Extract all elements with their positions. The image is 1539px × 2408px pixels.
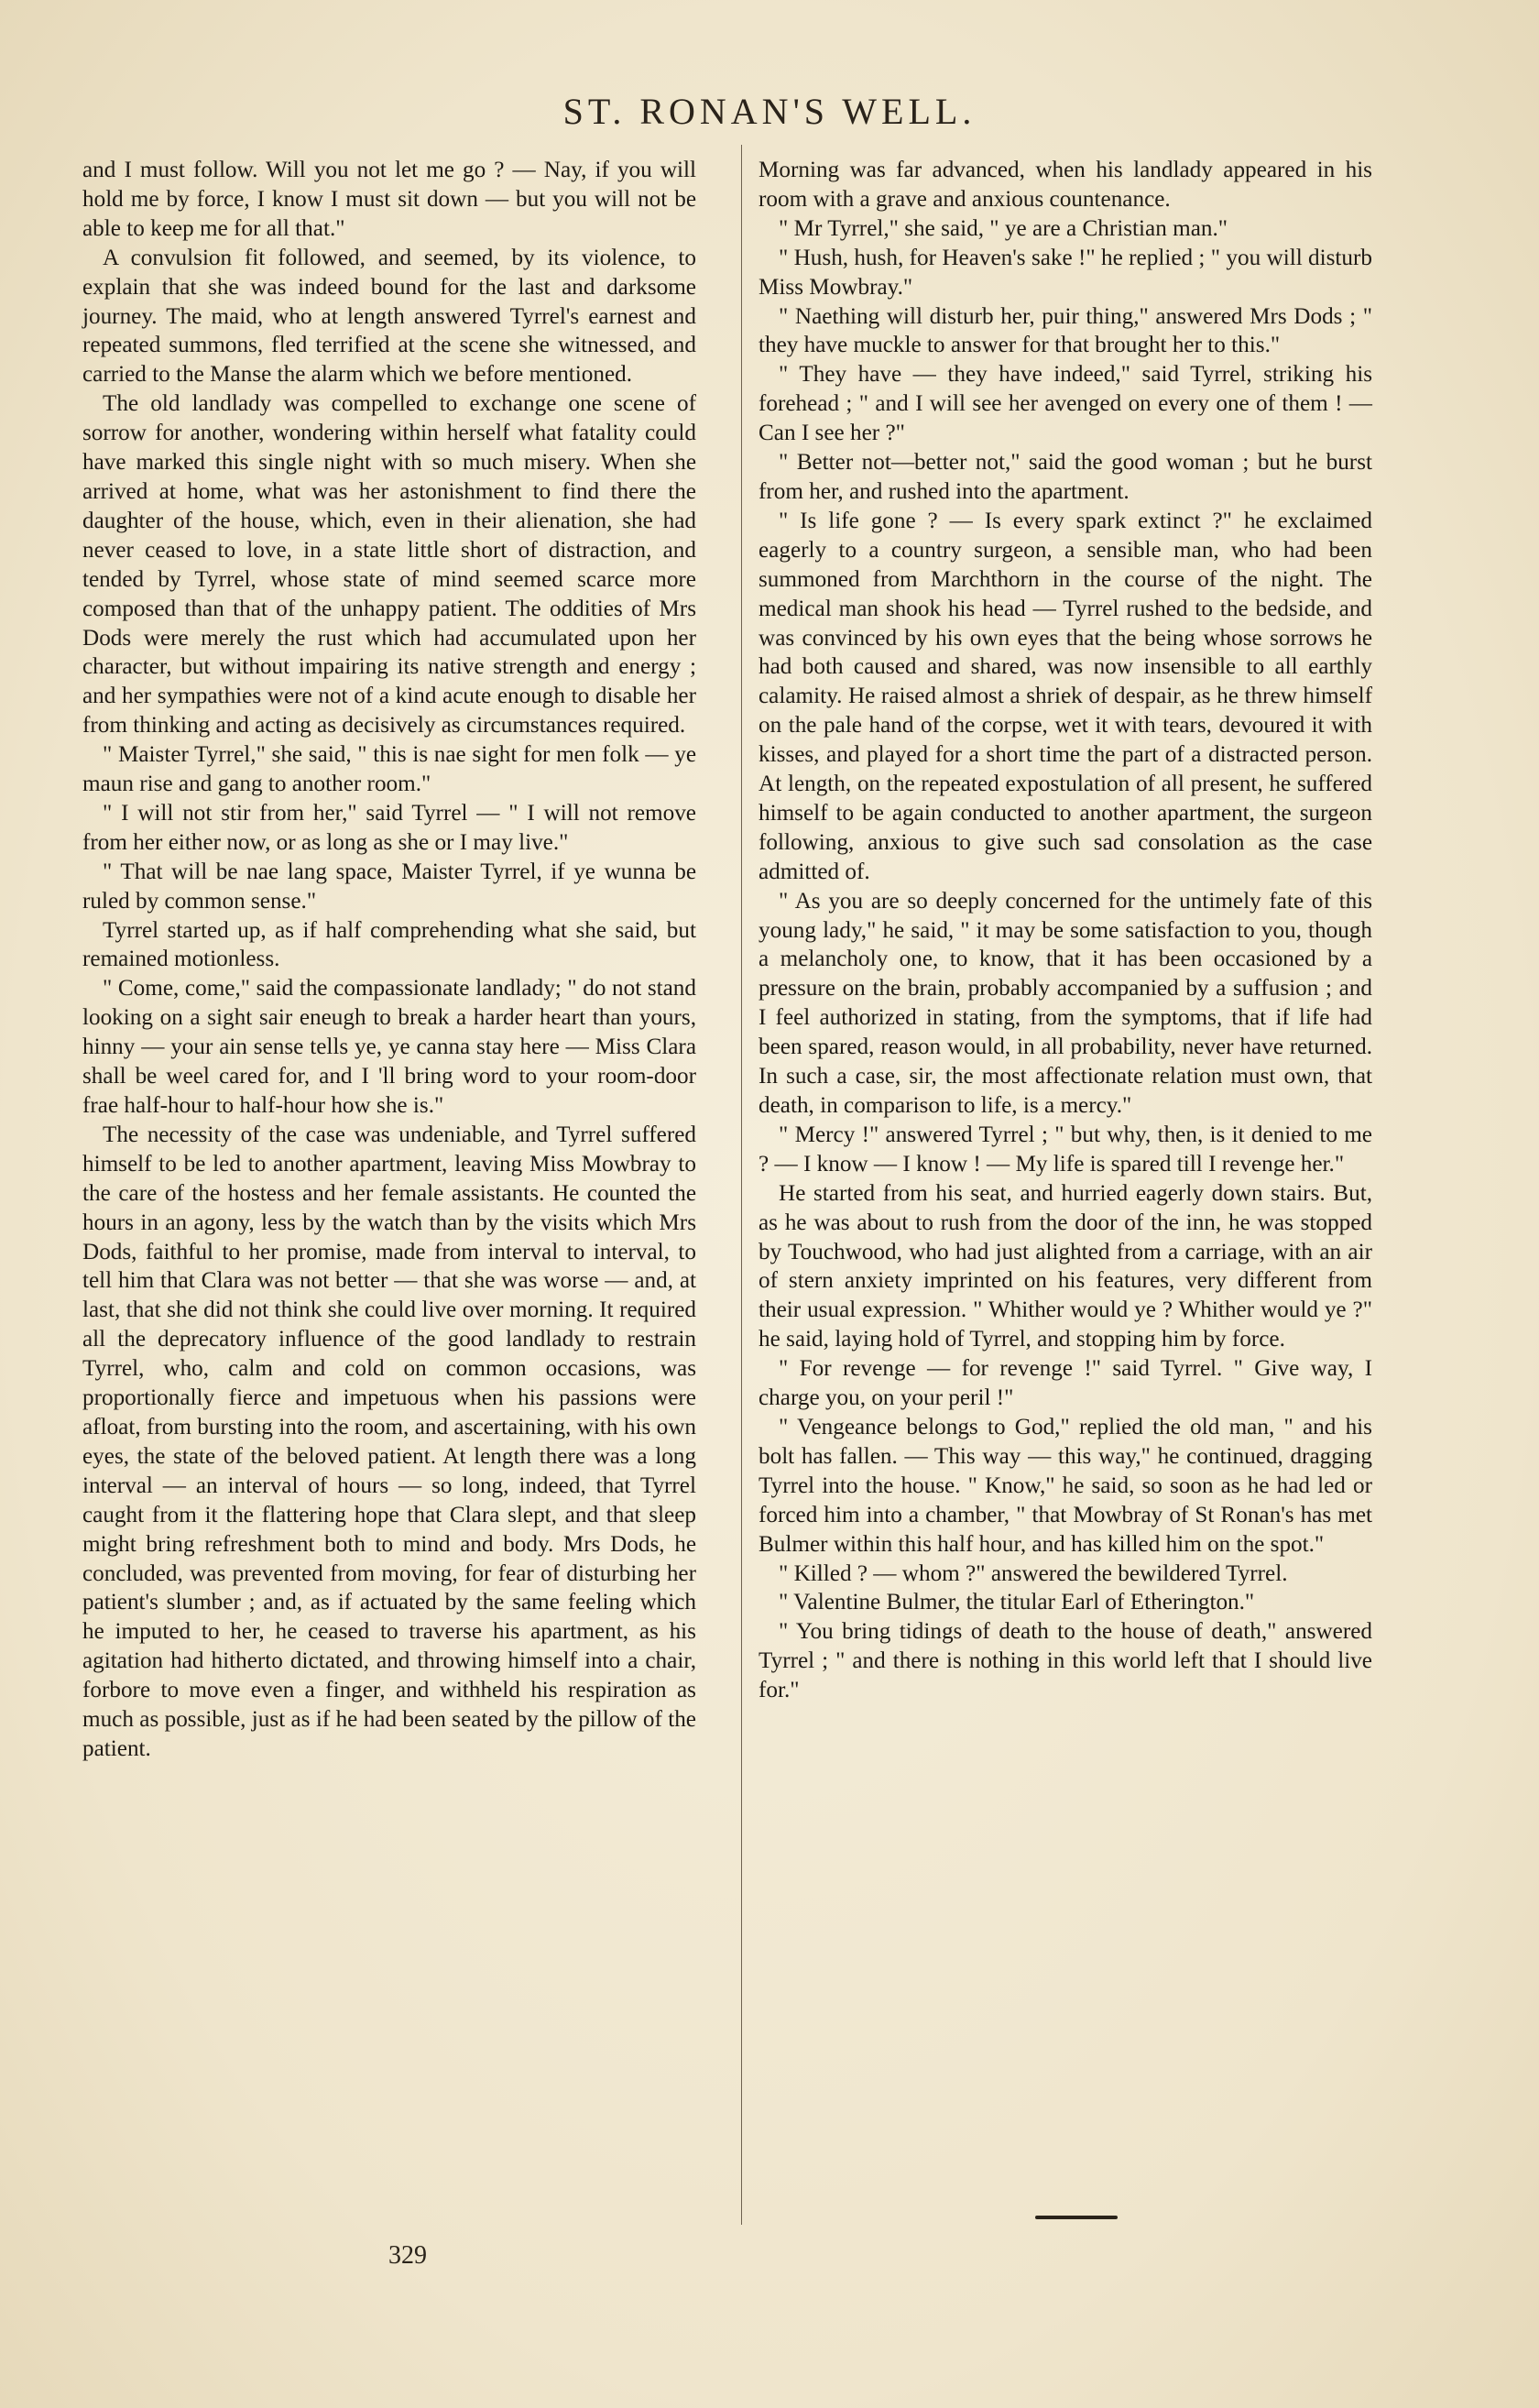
left-column [82,156,696,1764]
paragraph: " Killed ? — whom ?" answered the bewildered Tyrrel. [779,1560,1288,1586]
paragraph: " Is life gone ? — Is every spark extinct ?" he exclaimed eagerly to a country surgeon, a sensible man, who had been summoned from Marchthorn in the course of the night. The medical man shook his head — Tyrrel rushed to the bedside, and was convinced by his own eyes that the being whose sorrows he had both caused and shared, was now insensible to all earthly calamity. He raised almost a shriek of despair, as he threw himself on the pale hand of the corpse, wet it with tears, devoured it with kisses, and played for a short time the part of a distracted person. At length, on the repeated expostulation of all present, he suffered himself to be again conducted to another apartment, the surgeon following, anxious to give such sad consolation as the case admitted of. [759,508,1372,884]
chapter-end-rule [1035,2216,1118,2219]
paragraph: Morning was far advanced, when his landlady appeared in his room with a grave and anxious countenance. [759,158,1372,212]
paragraph: " Naething will disturb her, puir thing," answered Mrs Dods ; " they have muckle to answer for that brought her to this." [759,303,1372,358]
paragraph: " Vengeance belongs to God," replied the old man, " and his bolt has fallen. — This way — this way," he continued, dragging Tyrrel into the house. " Know," he said, so soon as he had led or forced him into a chamber, " that Mowbray of St Ronan's has met Bulmer within this half hour, and has killed him on the spot." [759,1414,1372,1557]
paragraph: The necessity of the case was undeniable, and Tyrrel suffered himself to be led to another apartment, leaving Miss Mowbray to the care of the hostess and her female assistants. He counted the hours in an agony, less by the watch than by the visits which Mrs Dods, faithful to her promise, made from interval to interval, to tell him that Clara was not better — that she was worse — and, at last, that she did not think she could live over morning. It required all the deprecatory influence of the good landlady to restrain Tyrrel, who, calm and cold on common occasions, was proportionally fierce and impetuous when his passions were afloat, from bursting into the room, and ascertaining, with his own eyes, the state of the beloved patient. At length there was a long interval — an interval of hours — so long, indeed, that Tyrrel caught from it the flattering hope that Clara slept, and that sleep might bring refreshment both to mind and body. Mrs Dods, he concluded, was prevented from moving, for fear of disturbing her patient's slumber ; and, as if actuated by the same feeling which he imputed to her, he ceased to traverse his apartment, as his agitation had hitherto dictated, and throwing himself into a chair, forbore to move even a finger, and withheld his respiration as much as possible, just as if he had been seated by the pillow of the patient. [82,1122,696,1761]
paragraph: " Valentine Bulmer, the titular Earl of Etherington." [779,1590,1255,1615]
running-head: ST. RONAN'S WELL. [562,91,977,132]
paragraph: " Mercy !" answered Tyrrel ; " but why, then, is it denied to me ? — I know — I know ! — My life is spared till I revenge her." [759,1122,1372,1177]
paragraph: " I will not stir from her," said Tyrrel — " I will not remove from her either now, or as long as she or I may live." [82,800,696,855]
page-number: 329 [388,2241,427,2270]
paragraph: " Hush, hush, for Heaven's sake !" he replied ; " you will disturb Miss Mowbray." [759,245,1372,300]
paragraph: " As you are so deeply concerned for the untimely fate of this young lady," he said, " it may be some satisfaction to you, though a melancholy one, to know, that it has been occasioned by a pressure on the brain, probably accompanied by a suffusion ; and I feel authorized in stating, from the symptoms, that if life had been spared, reason would, in all probability, never have returned. In such a case, sir, the most affectionate relation must own, that death, in comparison to life, is a mercy." [759,888,1372,1118]
paragraph: and I must follow. Will you not let me go ? — Nay, if you will hold me by force, I know I must sit down — but you will not be able to keep me for all that." [82,158,696,241]
right-column [759,156,1372,1705]
paragraph: " Maister Tyrrel," she said, " this is nae sight for men folk — ye maun rise and gang to another room." [82,742,696,797]
paragraph: He started from his seat, and hurried eagerly down stairs. But, as he was about to rush from the door of the inn, he was stopped by Touchwood, who had just alighted from a carriage, with an air of stern anxiety imprinted on his features, very different from their usual expression. " Whither would ye ? Whither would ye ?" he said, laying hold of Tyrrel, and stopping him by force. [759,1180,1372,1352]
paragraph: " They have — they have indeed," said Tyrrel, striking his forehead ; " and I will see her avenged on every one of them ! — Can I see her ?" [759,362,1372,446]
column-divider [741,145,742,2225]
paragraph: " That will be nae lang space, Maister Tyrrel, if ye wunna be ruled by common sense." [82,859,696,914]
paragraph: " Mr Tyrrel," she said, " ye are a Christian man." [779,215,1228,241]
paragraph: A convulsion fit followed, and seemed, by its violence, to explain that she was indeed bound for the last and darksome journey. The maid, who at length answered Tyrrel's earnest and repeated summons, fled terrified at the scene she witnessed, and carried to the Manse the alarm which we before mentioned. [82,245,696,388]
paragraph: " For revenge — for revenge !" said Tyrrel. " Give way, I charge you, on your peril !" [759,1356,1372,1411]
paragraph: " You bring tidings of death to the house of death," answered Tyrrel ; " and there is nothing in this world left that I should live for." [759,1619,1372,1703]
paragraph: " Better not—better not," said the good woman ; but he burst from her, and rushed into the apartment. [759,450,1372,504]
paragraph: The old landlady was compelled to exchange one scene of sorrow for another, wondering within herself what fatality could have marked this single night with so much misery. When she arrived at home, what was her astonishment to find there the daughter of the house, which, even in their alienation, she had never ceased to love, in a state little short of distraction, and tended by Tyrrel, whose state of mind seemed scarce more composed than that of the unhappy patient. The oddities of Mrs Dods were merely the rust which had accumulated upon her character, but without impairing its native strength and energy ; and her sympathies were not of a kind acute enough to disable her from thinking and acting as decisively as circumstances required. [82,391,696,739]
paragraph: " Come, come," said the compassionate landlady; " do not stand looking on a sight sair eneugh to break a harder heart than yours, hinny — your ain sense tells ye, ye canna stay here — Miss Clara shall be weel cared for, and I 'll bring word to your room-door frae half-hour to half-hour how she is." [82,976,696,1118]
paragraph: Tyrrel started up, as if half comprehending what she said, but remained motionless. [82,917,696,972]
